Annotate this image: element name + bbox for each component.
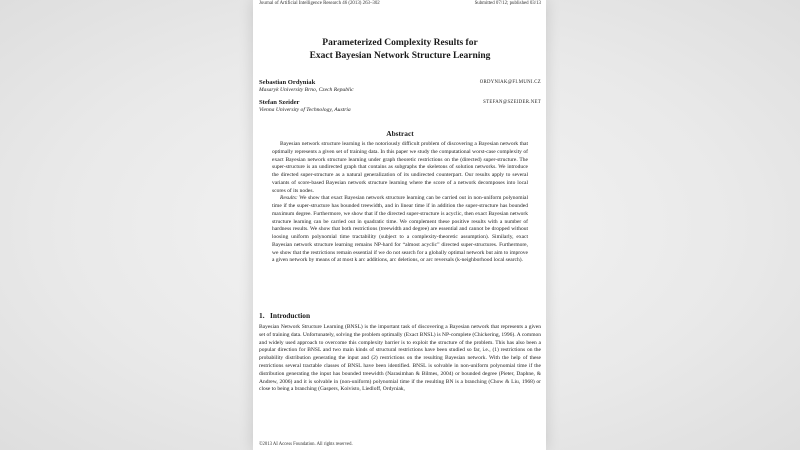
submission-dates: Submitted 07/12; published 03/13 [474, 1, 541, 6]
author-block-2 [259, 99, 541, 114]
title-line-1: Parameterized Complexity Results for [322, 38, 478, 48]
section-heading [259, 311, 310, 320]
copyright-notice: ©2013 AI Access Foundation. All rights reserved. [259, 442, 353, 447]
results-label: Results: [280, 195, 298, 202]
author-block-1 [259, 79, 541, 94]
abstract-heading: Abstract [386, 129, 414, 138]
author-name: Stefan Szeider [259, 99, 300, 106]
paper-title [259, 37, 541, 62]
author-affiliation: Vienna University of Technology, Austria [259, 107, 351, 113]
abstract-paragraph-2 [272, 195, 528, 265]
paper-page [253, 0, 546, 450]
introduction-paragraph: Bayesian Network Structure Learning (BNSL) is the important task of discovering a Bayesian network that represents a given set of training data. Unfortunately, solving the problem optimally (Exact BNSL) is NP-complete (Chickering, 1996). A common and widely used approach to overcome this complexity barrier is to exploit the structure of the problem. This has also been a popular direction for BNSL and two main kinds of structural restrictions have been studied so far, i.e., (1) restrictions on the probability distribution generating the input and (2) restrictions on the resulting Bayesian network. With the help of these restrictions several tractable classes of BNSL have been identified. BNSL is solvable in non-uniform polynomial time if the distribution generating the input has bounded treewidth (Narasimhan & Bilmes, 2004) or bounded degree (Pieter, Daphne, & Andrew, 2006) and it is solvable in (non-uniform) polynomial time if the resulting BN is a branching (Chow & Liu, 1968) or close to being a branching (Gaspers, Koivisto, Liedloff, Ordyniak, [259, 324, 541, 393]
abstract-results-text: We show that exact Bayesian network structure learning can be carried out in non-uniform polynomial time if the super-structure has bounded treewidth, and in linear time if in addition the super-structure has bounded maximum degree. Furthermore, we show that if the directed super-structure is acyclic, then exact Bayesian network structure learning can be carried out in quadratic time. We complement these positive results with a number of hardness results. We show that both restrictions (treewidth and degree) are essential and cannot be dropped without loosing uniform polynomial time tractability (subject to a complexity-theoretic assumption). Similarly, exact Bayesian network structure learning remains NP-hard for “almost acyclic” directed super-structures. Furthermore, we show that the restrictions remain essential if we do not search for a globally optimal network but aim to improve a given network by means of at most k arc additions, arc deletions, or arc reversals (k-neighborhood local search). [272, 195, 528, 264]
author-affiliation: Masaryk University Brno, Czech Republic [259, 87, 354, 93]
author-email[interactable]: STEFAN@SZEIDER.NET [483, 100, 541, 105]
journal-header [259, 0, 541, 8]
author-email[interactable]: ORDYNIAK@FI.MUNI.CZ [479, 80, 541, 85]
journal-citation: Journal of Artificial Intelligence Research 46 (2013) 263–302 [259, 1, 380, 6]
section-number: 1. [259, 311, 265, 320]
abstract-body [272, 141, 528, 265]
title-line-2: Exact Bayesian Network Structure Learning [309, 50, 491, 61]
author-name: Sebastian Ordyniak [259, 79, 316, 86]
section-title: Introduction [270, 311, 311, 320]
introduction-body [259, 324, 541, 394]
abstract-paragraph-1: Bayesian network structure learning is the notoriously difficult problem of discovering a Bayesian network that optimally represents a given set of training data. In this paper we study the computational worst-case complexity of exact Bayesian network structure learning under graph theoretic restrictions on the (directed) super-structure. The super-structure is an undirected graph that contains as subgraphs the skeletons of solution networks. We introduce the directed super-structure as a natural generalization of its undirected counterpart. Our results apply to several variants of score-based Bayesian network structure learning where the score of a network decomposes into local scores of its nodes. [272, 141, 528, 194]
